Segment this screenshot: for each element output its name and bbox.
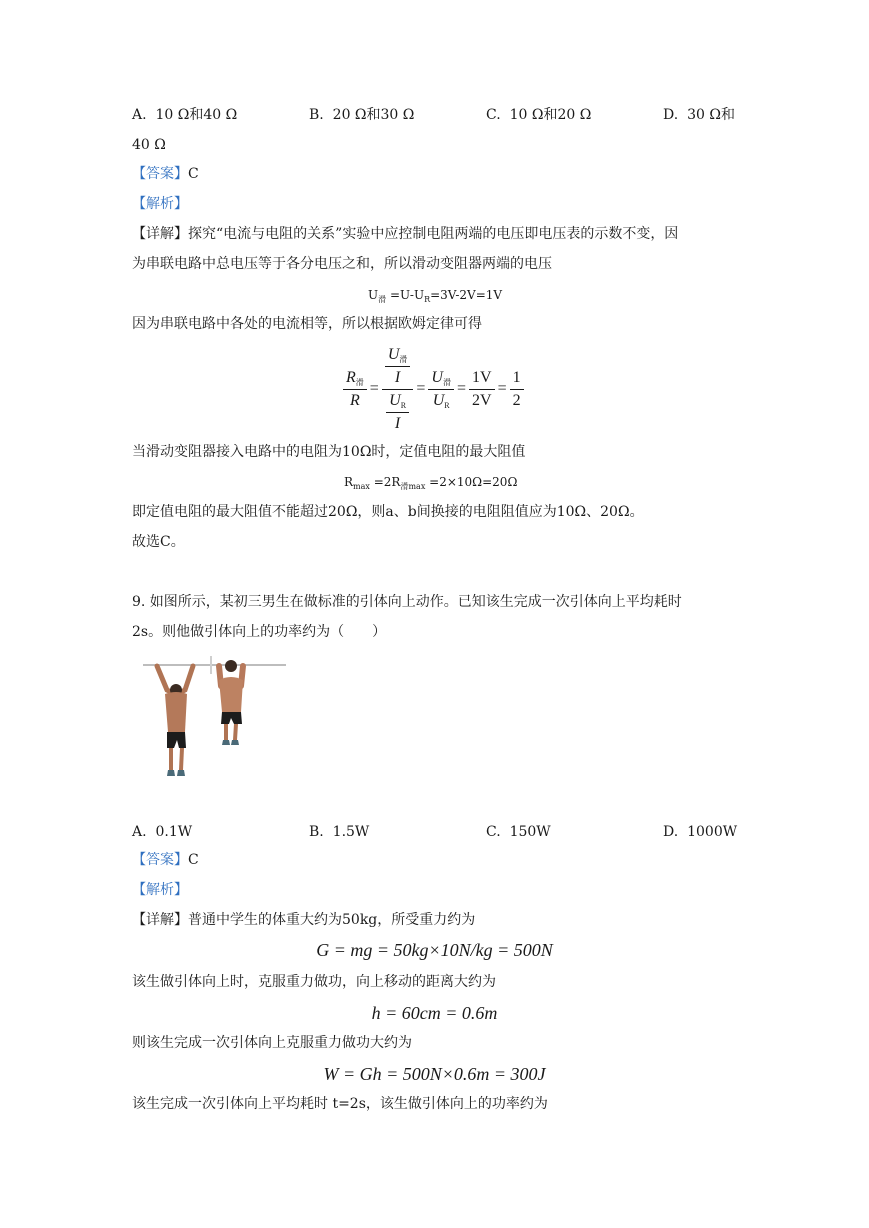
fraction-1v-over-2v: $\frac{1V}{2V}$ — [469, 369, 495, 410]
answer-tag: 【答案】 — [132, 852, 188, 868]
fraction-u-slide-over-i: $\frac{\text{U滑}}{I}$ — [385, 346, 411, 387]
detail-tag: 【详解】 — [132, 226, 188, 242]
answer-value: C — [188, 166, 199, 182]
q8-analysis-tag: 【解析】 — [132, 196, 188, 212]
q9-answer — [132, 850, 199, 870]
q8-option-d[interactable]: D. 30 Ω和 — [663, 107, 735, 123]
q9-option-c[interactable]: C. 150W — [486, 824, 551, 840]
pull-up-photo — [133, 654, 286, 782]
q8-option-d-wrap: 40 Ω — [132, 137, 166, 153]
q8-answer — [132, 164, 199, 184]
q9-option-d[interactable]: D. 1000W — [663, 824, 738, 840]
compound-fraction — [382, 346, 414, 433]
q8-option-b[interactable]: B. 20 Ω和30 Ω — [309, 107, 415, 123]
q9-equation-work: W = Gh = 500N×0.6m = 300J — [323, 1064, 546, 1084]
q9-stem-line2: 2s。则他做引体向上的功率约为（ ） — [132, 624, 387, 640]
fraction-one-half: $\frac{1}{2}$ — [510, 369, 524, 410]
answer-tag: 【答案】 — [132, 166, 188, 182]
q8-detail-line2: 为串联电路中总电压等于各分电压之和，所以滑动变阻器两端的电压 — [132, 256, 552, 272]
q9-stem-line1: 9. 如图所示，某初三男生在做标准的引体向上动作。已知该生完成一次引体向上平均耗时 — [132, 594, 682, 610]
q8-line6: 故选C。 — [132, 534, 185, 550]
q8-equation-ratio: $\frac{\text{R滑}}{R}$ = $\frac{\frac{\text{U滑}}{I}}{\frac{UR}{I}}$ = $\frac{\text{U滑}}{UR}$ = $\frac{1V}{2V}$ = $\frac{1}{2}$ — [340, 346, 540, 432]
q9-line2: 该生做引体向上时，克服重力做功，向上移动的距离大约为 — [132, 974, 496, 990]
detail-tag: 【详解】 — [132, 912, 188, 928]
q9-option-b[interactable]: B. 1.5W — [309, 824, 370, 840]
q8-option-c[interactable]: C. 10 Ω和20 Ω — [486, 107, 592, 123]
q9-equation-gravity: G = mg = 50kg×10N/kg = 500N — [316, 940, 553, 960]
answer-value: C — [188, 852, 199, 868]
fraction-r-slide-over-r: $\frac{\text{R滑}}{R}$ — [343, 369, 367, 410]
q8-line4: 当滑动变阻器接入电路中的电阻为10Ω时，定值电阻的最大阻值 — [132, 444, 526, 460]
q8-equation-rmax: $R_{max} =2R_{滑max} =2\times 10\Omega=20\Omega$ — [344, 475, 518, 491]
fraction-ur-over-i: $\frac{UR}{I}$ — [386, 392, 409, 433]
q9-equation-height: h = 60cm = 0.6m — [371, 1003, 498, 1023]
q8-line5: 即定值电阻的最大阻值不能超过20Ω，则a、b间换接的电阻阻值应为10Ω、20Ω。 — [132, 504, 644, 520]
q8-equation-u-slide: $U_滑 =U-U_R=3V-2V=1V$ — [368, 288, 503, 304]
q9-analysis-tag: 【解析】 — [132, 882, 188, 898]
q8-option-a[interactable]: A. 10 Ω和40 Ω — [132, 107, 238, 123]
q9-option-a[interactable]: A. 0.1W — [132, 824, 193, 840]
fraction-u-slide-over-ur: $\frac{\text{U滑}}{UR}$ — [428, 369, 454, 410]
q9-line3: 则该生完成一次引体向上克服重力做功大约为 — [132, 1035, 412, 1051]
q9-detail-line1: 【详解】普通中学生的体重大约为50kg，所受重力约为 — [132, 912, 476, 928]
q8-detail-line1: 【详解】探究“电流与电阻的关系”实验中应控制电阻两端的电压即电压表的示数不变，因 — [132, 226, 679, 242]
q9-line4: 该生完成一次引体向上平均耗时 t=2s，该生做引体向上的功率约为 — [132, 1096, 548, 1112]
q8-line3: 因为串联电路中各处的电流相等，所以根据欧姆定律可得 — [132, 316, 482, 332]
